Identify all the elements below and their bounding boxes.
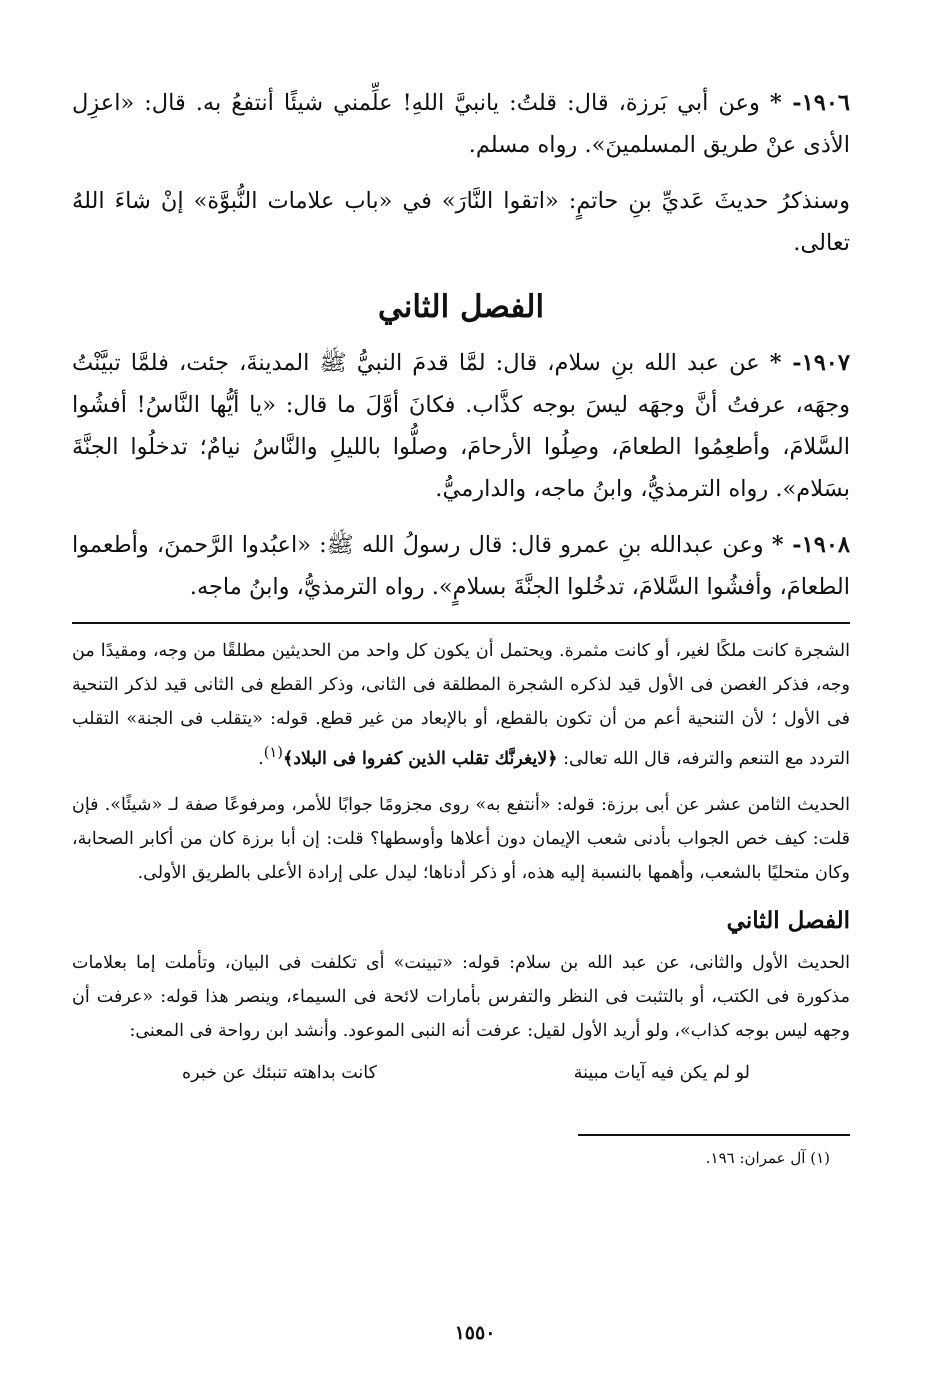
hadith-1906 [72, 82, 850, 166]
hadith-text: عن عبد الله بنِ سلام، قال: لمَّا قدمَ النبيُّ ﷺ المدينةَ، جئت، فلمَّا تبيَّنْتُ وجهَه، عرفتُ أنَّ وجهَه ليسَ بوجه كذَّاب. فكانَ أوَّلَ ما قال: «يا أيُّها النَّاسُ! أفشُوا السَّلامَ، وأطعِمُوا الطعامَ، وصِلُوا الأرحامَ، وصلُّوا بالليلِ والنَّاسُ نيامٌ؛ تدخلُوا الجنَّةَ بسَلام». رواه الترمذيُّ، وابنُ ماجه، والدارميُّ. [72, 350, 850, 502]
hadith-text: وعن عبدالله بنِ عمرو قال: قال رسولُ الله ﷺ: «اعبُدوا الرَّحمنَ، وأطعموا الطعامَ، وأفشُوا السَّلامَ، تدخُلوا الجنَّةَ بسلامٍ». رواه الترمذيُّ، وابنُ ماجه. [72, 532, 850, 600]
quran-verse: ﴿لايغرنَّك تقلب الذين كفروا فى البلاد﴾ [282, 748, 558, 769]
hadith-number: ١٩٠٦- * [769, 90, 850, 116]
commentary-paragraph: الحديث الثامن عشر عن أبى برزة: قوله: «أنتفع به» روى مجزومًا جوابًا للأمر، ومرفوعًا صفة لـ «شيئًا». فإن قلت: كيف خص الجواب بأدنى شعب الإيمان دون أعلاها وأوسطها؟ قلت: إن أبا برزة كان من أكابر الصحابة، وكان متحليًا بالشعب، وأهمها بالنسبة إليه هذه، أو ذكر أدناها؛ ليدل على إرادة الأعلى بالطريق الأولى. [72, 794, 850, 883]
main-text [72, 82, 850, 608]
hadith-number: ١٩٠٧- * [769, 350, 850, 376]
hadith-1907 [72, 342, 850, 510]
footnote: (١) آل عمران: ١٩٦. [705, 1148, 830, 1167]
footnote-ref: (١) [263, 744, 283, 761]
verse-first-hemistich: لو لم يكن فيه آيات مبينة [573, 1062, 750, 1083]
footnote-divider [578, 1134, 850, 1136]
hadith-1908 [72, 524, 850, 608]
hadith-number: ١٩٠٨- * [771, 532, 850, 558]
commentary-paragraph [72, 634, 850, 776]
hadith-text: وعن أبي بَرزة، قال: قلتُ: يانبيَّ اللهِ! علِّمني شيئًا أنتفعُ به. قال: «اعزِل الأذى عنْ طريق المسلمينَ». رواه مسلم. [72, 90, 850, 158]
poetry-verse [72, 1056, 850, 1090]
chapter-title: الفصل الثاني [377, 289, 545, 325]
section-divider [72, 622, 850, 624]
commentary-text: . [258, 748, 264, 769]
commentary-paragraph: الحديث الأول والثانى، عن عبد الله بن سلام: قوله: «تبينت» أى تكلفت فى البيان، وتأملت إما بعلامات مذكورة فى الكتب، أو بالتثبت فى النظر والتفرس بأمارات لائحة فى السيماء، وينصر هذا قوله: «عرفت أن وجهه ليس بوجه كذاب»، ولو أريد الأول لقيل: عرفت أنه النبى الموعود. وأنشد ابن رواحة فى المعنى: [72, 952, 850, 1041]
commentary-text: الشجرة كانت ملكًا لغير، أو كانت مثمرة. ويحتمل أن يكون كل واحد من الحديثين مطلقًا من وجه، ومقيدًا من وجه، فذكر الغصن فى الأول قيد لذكره الشجرة المطلقة فى الثانى، وذكر القطع فى الثانى قيد لذكر التنحية فى الأول ؛ لأن التنحية أعم من أن تكون بالقطع، أو بالإبعاد من غير قطع. قوله: «يتقلب فى الجنة» التقلب التردد مع التنعم والترفه، قال الله تعالى: [72, 641, 850, 769]
page-number: ١٥٥٠ [454, 1322, 496, 1344]
hadith-1906-note: وسنذكرُ حديثَ عَديِّ بنِ حاتمٍ: «اتقوا النَّارَ» في «باب علامات النُّبوَّة» إنْ شاءَ اللهُ تعالى. [72, 188, 850, 256]
commentary [72, 634, 850, 1090]
commentary-chapter-title: الفصل الثاني [726, 906, 850, 934]
verse-second-hemistich: كانت بداهته تنبئك عن خبره [182, 1062, 377, 1083]
